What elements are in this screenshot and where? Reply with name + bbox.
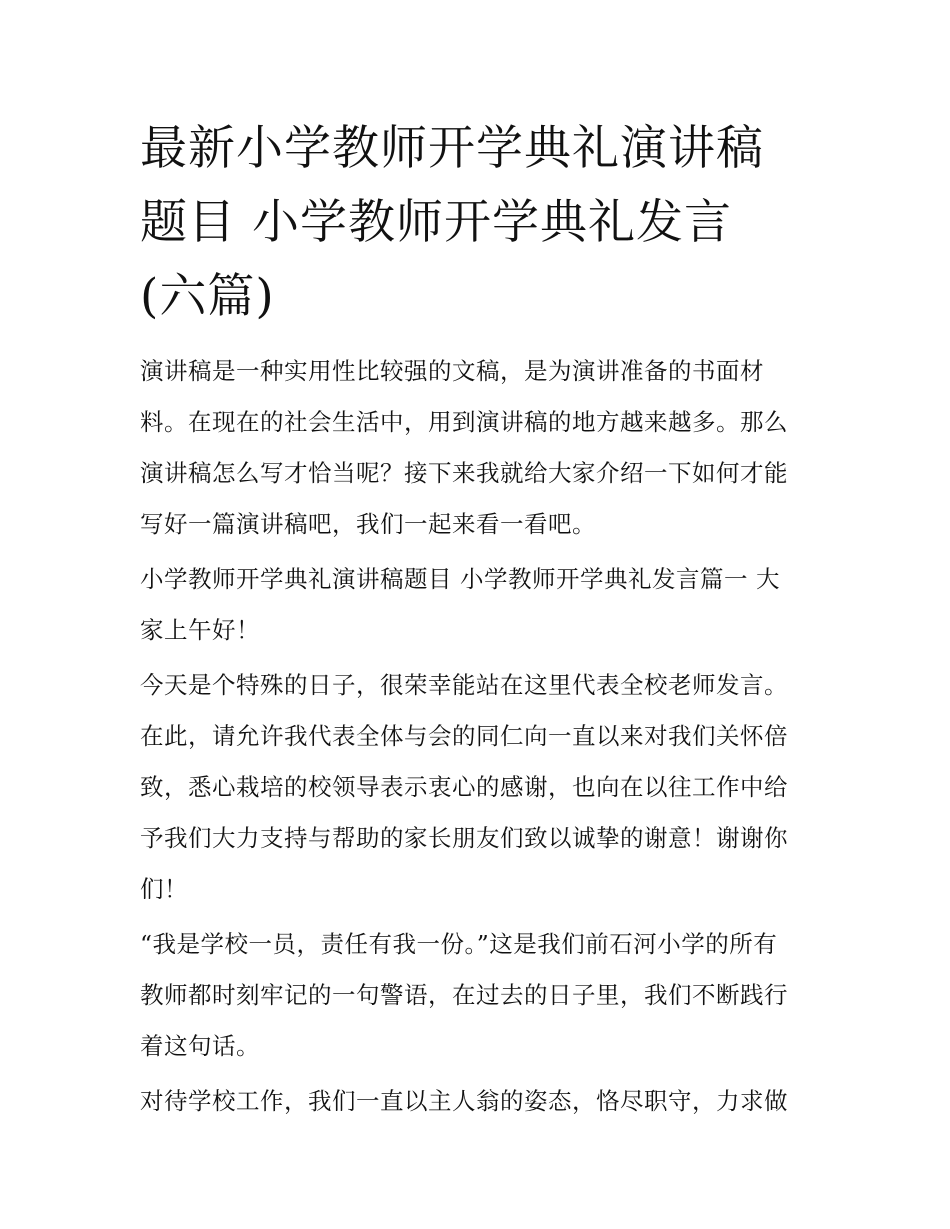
document-content (140, 112, 815, 1131)
text-line: 予我们大力支持与帮助的家长朋友们致以诚挚的谢意！谢谢你 (140, 824, 788, 852)
text-line: 今天是个特殊的日子，很荣幸能站在这里代表全校老师发言。 (140, 671, 788, 699)
body-paragraph (140, 660, 815, 915)
section-heading-paragraph (140, 554, 815, 656)
text-line: 演讲稿怎么写才恰当呢？接下来我就给大家介绍一下如何才能 (140, 459, 788, 487)
text-line: “我是学校一员，责任有我一份。”这是我们前石河小学的所有 (140, 930, 778, 958)
text-line: 教师都时刻牢记的一句警语，在过去的日子里，我们不断践行 (140, 981, 788, 1009)
body-paragraph (140, 919, 815, 1072)
title-line: 题目 小学教师开学典礼发言 (140, 195, 732, 250)
text-line: 在此，请允许我代表全体与会的同仁向一直以来对我们关怀倍 (140, 722, 788, 750)
intro-paragraph (140, 346, 815, 550)
text-line: 致，悉心栽培的校领导表示衷心的感谢，也向在以往工作中给 (140, 773, 788, 801)
title-line: 最新小学教师开学典礼演讲稿 (140, 121, 764, 176)
text-line: 小学教师开学典礼演讲稿题目 小学教师开学典礼发言篇一 大 (140, 565, 780, 593)
text-line: 写好一篇演讲稿吧，我们一起来看一看吧。 (140, 510, 596, 538)
text-line: 们！ (140, 875, 188, 903)
text-line: 家上午好！ (140, 616, 260, 644)
text-line: 着这句话。 (140, 1032, 260, 1060)
body-paragraph (140, 1076, 815, 1127)
text-line: 料。在现在的社会生活中，用到演讲稿的地方越来越多。那么 (140, 408, 788, 436)
title-line: (六篇) (140, 269, 275, 324)
text-line: 演讲稿是一种实用性比较强的文稿，是为演讲准备的书面材 (140, 357, 764, 385)
document-title (140, 112, 815, 334)
text-line: 对待学校工作，我们一直以主人翁的姿态，恪尽职守，力求做 (140, 1087, 788, 1115)
document-body (140, 346, 815, 1127)
